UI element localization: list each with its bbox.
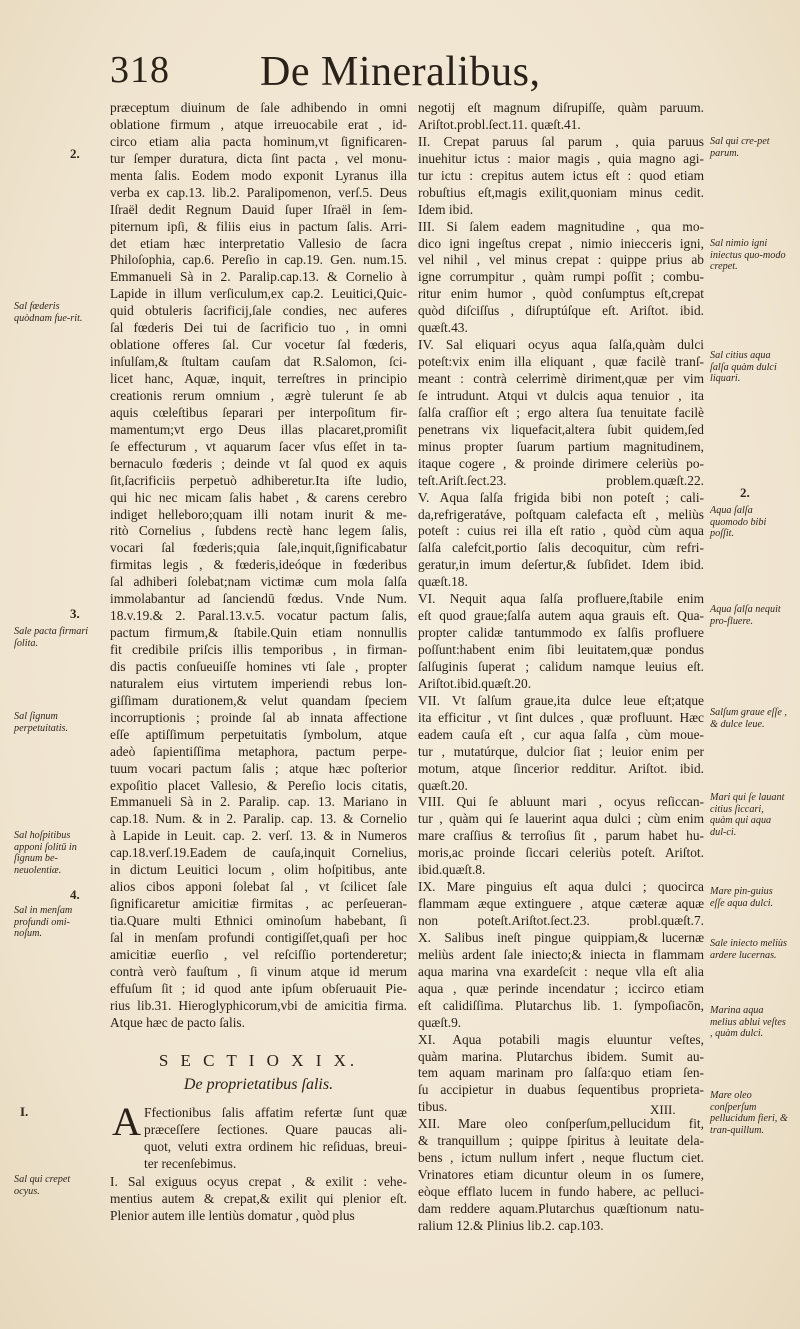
text-line: effuſum ſit ; id quod ante ipſum obſeruauit Pie- [110, 980, 407, 996]
text-line: propter calidæ tantummodo ex ſalſis profluere [418, 625, 704, 641]
margin-note-sale-pacta: Sale pacta firmari ſolita. [14, 626, 89, 649]
margin-note-marina-aqua: Marina aqua melius ablui veſtes , quàm dulci. [710, 1005, 786, 1040]
catchword: XIII. [650, 1102, 676, 1117]
section-subtitle: De proprietatibus ſalis. [183, 1076, 334, 1093]
text-line: V. Aqua ſalſa frigida bibi non poteſt ; cali- [418, 489, 704, 505]
text-line: ſignificaretur amicitiæ firmitas , ac perſeueran- [110, 896, 407, 912]
text-line: XI. Aqua potabili magis eluuntur veſtes, [418, 1031, 704, 1047]
text-line: ter recenſebimus. [144, 1155, 237, 1171]
text-line: qui hic nec micam ſalis habet , & carens cerebro [110, 489, 407, 505]
text-line: oblatione firmum , atque irreuocabile erat , id- [110, 116, 407, 132]
text-line: in dictum Leuitici locum , olim hoſpitibus, ante [110, 862, 407, 878]
text-line: mentius autem & crepat,& exilit qui plenior eſt. [110, 1190, 407, 1206]
text-line: tur ſemper duratura, dicta ſint pacta , vel monu- [110, 150, 407, 166]
text-line: dico igni ingeſtus crepat , nimio iniecceris igni, [418, 235, 704, 251]
text-line: Ariſtot.ibid.quæſt.20. [418, 675, 532, 691]
margin-note-sal-nimio-igni: Sal nimio igni iniectus quo-modo crepet. [710, 238, 786, 273]
margin-note-sal-in-mensam: Sal in menſam profundi omi-noſum. [14, 905, 73, 940]
margin-number-2-right: 2. [740, 485, 750, 500]
text-line: ita efficitur , vt ſint dulces , quæ profluunt. Hæc [418, 709, 704, 725]
text-line: teſt.Ariſt.ſect.23. problem.quæſt.22. [418, 472, 704, 488]
text-line: VI. Nequit aqua ſalſa profluere,ſtabile enim [418, 591, 704, 607]
text-line: alios cibos apponi ſolebat ſal , vt ſcilicet ſale [110, 879, 407, 895]
text-line: II. Crepat paruus ſal parum , quia paruus [418, 133, 704, 149]
text-line: Idem ibid. [418, 201, 474, 217]
text-line: vel nihil , vel minus crepat : quippe prius ab [418, 252, 704, 268]
section-intro [144, 1105, 407, 1173]
margin-note-sal-signum: Sal ſignum perpetuitatis. [14, 711, 69, 734]
text-line: Plenior autem ille lentiùs domatur , quòd plus [110, 1207, 355, 1223]
running-title: De Mineralibus, [260, 49, 541, 95]
text-line: quàm marina. Plutarchus ibidem. Sumit au- [418, 1048, 704, 1064]
margin-note-mare-oleo: Mare oleo conſperſum pellucidum fieri, & tran-quillum. [710, 1090, 788, 1136]
text-line: III. Si ſalem eadem magnitudine , qua mo- [418, 218, 704, 234]
text-line: cap.18. Num. & in 2. Paralip. cap. 13. & Cornelio [110, 811, 407, 827]
text-line: poteſt:vix enim illa eliquant , quæ facilè tranſ- [418, 354, 704, 370]
text-line: naturalem eius virtutem imperiendi rebus lon- [110, 675, 407, 691]
text-line: IV. Sal eliquari ocyus aqua ſalſa,quàm dulci [418, 337, 704, 353]
text-line: poteſt : cuius rei illa eſt ratio , quòd cùm aqua [418, 523, 704, 539]
page-header [110, 48, 710, 98]
text-line: 18.v.19.& 2. Paral.13.v.5. vocatur pactum ſalis, [110, 608, 407, 624]
text-line: verba ex cap.13. lib.2. Paralipomenon, verſ.5. Deus [110, 184, 407, 200]
text-line: ralium 12.& Plinius lib.2. cap.103. [418, 1217, 604, 1233]
text-line: aquis cœleſtibus ſeparari per interpoſitum fir- [110, 404, 407, 420]
text-line: ſit,ſacrificiis perpetuò adhiberetur.Ita iſte ludio, [110, 472, 407, 488]
text-line: ſalſuginis ſuperat ; calidum namque leuius eſt. [418, 658, 704, 674]
text-line: motum, atque ſincerior redditur. Ariſtot. ibid. [418, 760, 704, 776]
text-line: aqua , quæ perinde incendatur ; iccirco etiam [418, 980, 704, 996]
text-line: robuſtius eſt,magis exilit,quoniam minus cedit. [418, 184, 704, 200]
text-line: non poteſt.Ariſtot.ſect.23. probl.quæſt.7. [418, 913, 704, 928]
text-line: XII. Mare oleo conſperſum,pellucidum fit, [418, 1116, 704, 1132]
text-line: Atque hæc de pacto ſalis. [110, 1014, 245, 1030]
text-line: Iſraël dedit Regnum Dauid ſuper Iſraël in ſem- [110, 201, 407, 217]
text-line: Philoſophia, cap.6. Pereſio in cap.19. Gen. num.15. [110, 252, 407, 268]
text-line: adeò ſapientiſſima metaphora, pactum perpe- [110, 743, 407, 759]
section-item-1 [110, 1174, 407, 1225]
text-line: præceſſere ſectiones. Quare paucas ali- [144, 1121, 407, 1137]
text-line: quid obtuleris ſacrificij,ſale condies, nec auferes [110, 303, 407, 319]
text-line: expoſitio placet Vallesio, & Pereſio locis citatis, [110, 777, 407, 793]
text-line: eſſe aptiſſimum perpetuitatis ſymbolum, atque [110, 726, 407, 742]
text-line: dis pactis conſueuiſſe homines vti ſale , propter [110, 658, 407, 674]
text-line: rius lib.31. Hieroglyphicorum,vbi de amicitia firma. [110, 997, 407, 1013]
text-line: ritò Cornelius , ſubdens rectè hanc legem ſalis, [110, 523, 407, 539]
margin-note-sale-iniecto: Sale iniecto meliùs ardere lucernas. [710, 938, 787, 961]
text-line: negotij eſt magnum diſrupiſſe, quàm paruum. [418, 100, 704, 115]
text-line: bens , ictum nullum infert , neque fluctum ciet. [418, 1150, 704, 1166]
text-line: licet hanc, Aquæ, inquit, terreſtres in principio [110, 371, 407, 386]
text-line: tibus. [418, 1099, 448, 1115]
text-line: ritur enim humor , quòd conſumptus eſt,crepat [418, 286, 704, 302]
text-line: Emmanueli Sà in 2. Paralip.cap.13. & Cornelio à [110, 269, 407, 285]
text-line: quæſt.43. [418, 320, 468, 336]
text-line: tuum vocari pactum ſalis ; atque hæc poſterior [110, 760, 407, 776]
text-line: VIII. Qui ſe abluunt mari , ocyus reſiccan- [418, 794, 704, 810]
text-line: flammam æque extinguere , atque cæteræ aquæ [418, 896, 704, 912]
margin-note-aqua-salsa-nequit: Aqua ſalſa nequit pro-fluere. [710, 604, 781, 627]
text-line: quæſt.20. [418, 777, 468, 793]
text-line: I. Sal exiguus ocyus crepat , & exilit : vehe- [110, 1174, 407, 1189]
text-line: tur , mutatúrque, dulcior ſiat ; leuior enim per [418, 743, 704, 759]
text-line: X. Salibus ineſt pingue quippiam,& lucernæ [418, 929, 704, 945]
margin-note-sal-qui-crepet-parum: Sal qui cre-pet parum. [710, 136, 770, 159]
text-line: eſt calidiſſima. Plutarchus lib. 1. ſympoſiacōn, [418, 997, 704, 1013]
text-line: minus propter ſuarum partium magnitudinem, [418, 438, 704, 454]
margin-note-aqua-salsa-quomodo: Aqua ſalſa quomodo bibi poſſit. [710, 505, 767, 540]
text-line: VII. Vt ſalſum graue,ita dulce leue eſt;atque [418, 692, 704, 708]
margin-number-3-left: 3. [70, 606, 80, 621]
text-line: quæſt.9. [418, 1014, 462, 1030]
text-line: ſal in menſam profundi contigiſſet,quaſi per hoc [110, 929, 407, 945]
text-line: tia.Quare multi Ethnici ominoſum habebant, ſi [110, 913, 407, 928]
text-line: menta ſalis. Eodem modo exponit Lyranus illa [110, 167, 407, 183]
text-line: poſſunt:habent enim ſibi leuitatem,quæ pondus [418, 642, 704, 657]
margin-note-mare-pinguius: Mare pin-guius eſſe aqua dulci. [710, 886, 774, 909]
text-line: & tranquillum ; quippe ſpiritus à leuitate dela- [418, 1133, 704, 1149]
text-line: pactum firmum,& ſtabile.Quin etiam nonnullis [110, 625, 407, 641]
text-line: meant : contrà celerrimè diriment,quæ per vim [418, 371, 704, 386]
text-line: eadem cauſa eſt , cur aqua ſalſa , cùm moue- [418, 726, 704, 742]
text-line: amicitiæ euerſio , vel reſciſſio portenderetur; [110, 946, 407, 962]
text-line: tur , quàm qui ſe lauerint aqua dulci ; cùm enim [418, 811, 704, 827]
text-line: Ffectionibus ſalis affatim refertæ ſunt quæ [144, 1105, 407, 1120]
text-line: quòd diſciſſus , diſruptúſque eſt. Ariſtot. ibid. [418, 303, 704, 319]
text-line: quæſt.18. [418, 574, 468, 590]
margin-note-sal-qui-crepet: Sal qui crepet ocyus. [14, 1174, 71, 1197]
text-line: ſal adhiberi ſolebat;nam victimæ cum mola ſalſa [110, 574, 407, 590]
text-line: præceptum diuinum de ſale adhibendo in omni [110, 100, 407, 115]
margin-note-sal-hospitibus: Sal hoſpitibus apponi ſolitū in ſignum be-neuolentiæ. [14, 830, 77, 876]
text-line: inſulſam,& ſtultam cauſam dat R.Salomon, ſci- [110, 354, 407, 370]
text-line: ibid.quæſt.8. [418, 862, 486, 878]
text-line: Emmanueli Sà in 2. Paralip. cap. 13. Mariano in [110, 794, 407, 810]
page-number: 318 [110, 49, 170, 91]
text-line: ſalſa calefcit,portio ſalis decoquitur, cùm refri- [418, 540, 704, 556]
text-line: indiget helleboro;quam illi notam inurit & me- [110, 506, 407, 522]
left-column [110, 100, 407, 1032]
margin-note-sal-foederis: Sal fœderis quòdnam fue-rit. [14, 301, 83, 324]
text-line: mamentum;vt ergo Deus illas placaret,promiſit [110, 421, 407, 437]
text-line: ſalſa craſſior eſt ; ergo altera ſua tenuitate facilè [418, 404, 704, 420]
text-line: tem aquam marinam pro ſalſa:quo etiam ſen- [418, 1065, 704, 1081]
text-line: mare craſſius & terroſius ſit , parum habet hu- [418, 828, 704, 844]
text-line: meliùs ardent ſale iniecto;& iniecta in flammam [418, 946, 704, 962]
text-line: da,refrigeratáve, poſtquam calefacta eſt , meliùs [418, 506, 704, 522]
text-line: piternum ipſi, & filiis eius in pactum ſalis. Arri- [110, 218, 407, 234]
section-title: S E C T I O X I X. [158, 1051, 359, 1070]
text-line: firmitas legis , & fœderis,ideóque in fœderibus [110, 557, 407, 573]
text-line: Lapide in illum verſiculum,ex cap.2. Leuitici,Quic- [110, 286, 407, 302]
text-line: bernaculo fœderis ; deinde vt ſal quod ex aquis [110, 455, 407, 471]
text-line: det etiam hæc interpretatio Vallesio de ſacra [110, 235, 407, 251]
drop-capital: A [112, 1099, 141, 1144]
text-line: oblatione offeres ſal. Cur vocetur ſal fœderis, [110, 337, 407, 353]
text-line: ſal fœderis Dei tui de ſacrificio tuo , in omni [110, 320, 407, 336]
text-line: igne corrumpitur , quàm rumpi poſſit ; combu- [418, 269, 704, 285]
text-line: Ariſtot.probl.ſect.11. quæſt.41. [418, 116, 581, 132]
text-line: circo etiam alia pacta hominum,vt ſignificaren- [110, 133, 407, 149]
text-line: eſt quod graue;ſalſa autem aqua grauis eſt. Qua- [418, 608, 704, 624]
text-line: giſſimam durationem,& velut quandam ſpeciem [110, 692, 407, 708]
text-line: eòque efflato lucem in fundo habere, ac pelluci- [418, 1184, 704, 1199]
text-line: geratur,in imum deſertur,& ſubſidet. Idem ibid. [418, 557, 704, 573]
margin-number-4-left: 4. [70, 887, 80, 902]
text-line: inuehitur ictus : maior magis , quia magno agi- [418, 150, 704, 166]
text-line: ſe intrudunt. Atqui vt dulcis aqua tenuior , ita [418, 387, 704, 403]
text-line: fit credibile priſcis illis temporibus , in firman- [110, 642, 407, 657]
text-line: quot, veluti extra ordinem hic reſiduas, breui- [144, 1138, 407, 1154]
text-line: IX. Mare pinguius eſt aqua dulci ; quocirca [418, 879, 704, 895]
text-line: creationis rerum omnium , ægrè tulerunt ſe ab [110, 387, 407, 403]
text-line: aqua marina vna exardeſcit : neque vlla eſt alia [418, 963, 704, 979]
text-line: ſe effecturum , vt aquarum ſacer vſus eſſet in ta- [110, 438, 407, 454]
margin-note-salsum-graue: Salſum graue eſſe , & dulce leue. [710, 707, 787, 730]
text-line: ſu accipietur in duabus ſequentibus proprieta- [418, 1082, 704, 1098]
margin-note-mari-qui-se: Mari qui ſe lauant citius ſiccari, quàm qui aqua dul-ci. [710, 792, 785, 838]
margin-number-1-left: I. [20, 1104, 29, 1119]
text-line: vocari ſal fœderis;quia ſale,inquit,ſignificabatur [110, 540, 407, 556]
text-line: penetrans vix liquefacit,altera ſubit quidem,ſed [418, 421, 704, 437]
text-line: itaque cogere , & proinde dirimere celeriùs po- [418, 455, 704, 471]
text-line: contrà verò fauſtum , ſi vinum atque id merum [110, 963, 407, 979]
text-line: tur ictu : crepitus autem ictus eſt : quod etiam [418, 167, 704, 183]
text-line: à Lapide in Leuit. cap. 2. verſ. 13. & in Numeros [110, 828, 407, 844]
text-line: cap.18.verſ.19.Eadem de cauſa,inquit Cornelius, [110, 845, 407, 861]
text-line: dam reddere aquam.Plutarchus quæſtionum natu- [418, 1200, 704, 1216]
margin-note-sal-citius: Sal citius aqua ſalſa quàm dulci liquari. [710, 350, 777, 385]
right-column [418, 100, 704, 1235]
text-line: Vrinatores etiam dicuntur oleum in os ſumere, [418, 1167, 704, 1183]
text-line: moris,ac proinde ſiccari celeriùs poteſt. Ariſtot. [418, 845, 704, 861]
margin-number-2-left: 2. [70, 146, 80, 161]
text-line: incorruptionis ; proinde ſal ab innata affectione [110, 709, 407, 725]
text-line: immolabantur ad ſanciendū fœdus. Vnde Num. [110, 591, 407, 607]
